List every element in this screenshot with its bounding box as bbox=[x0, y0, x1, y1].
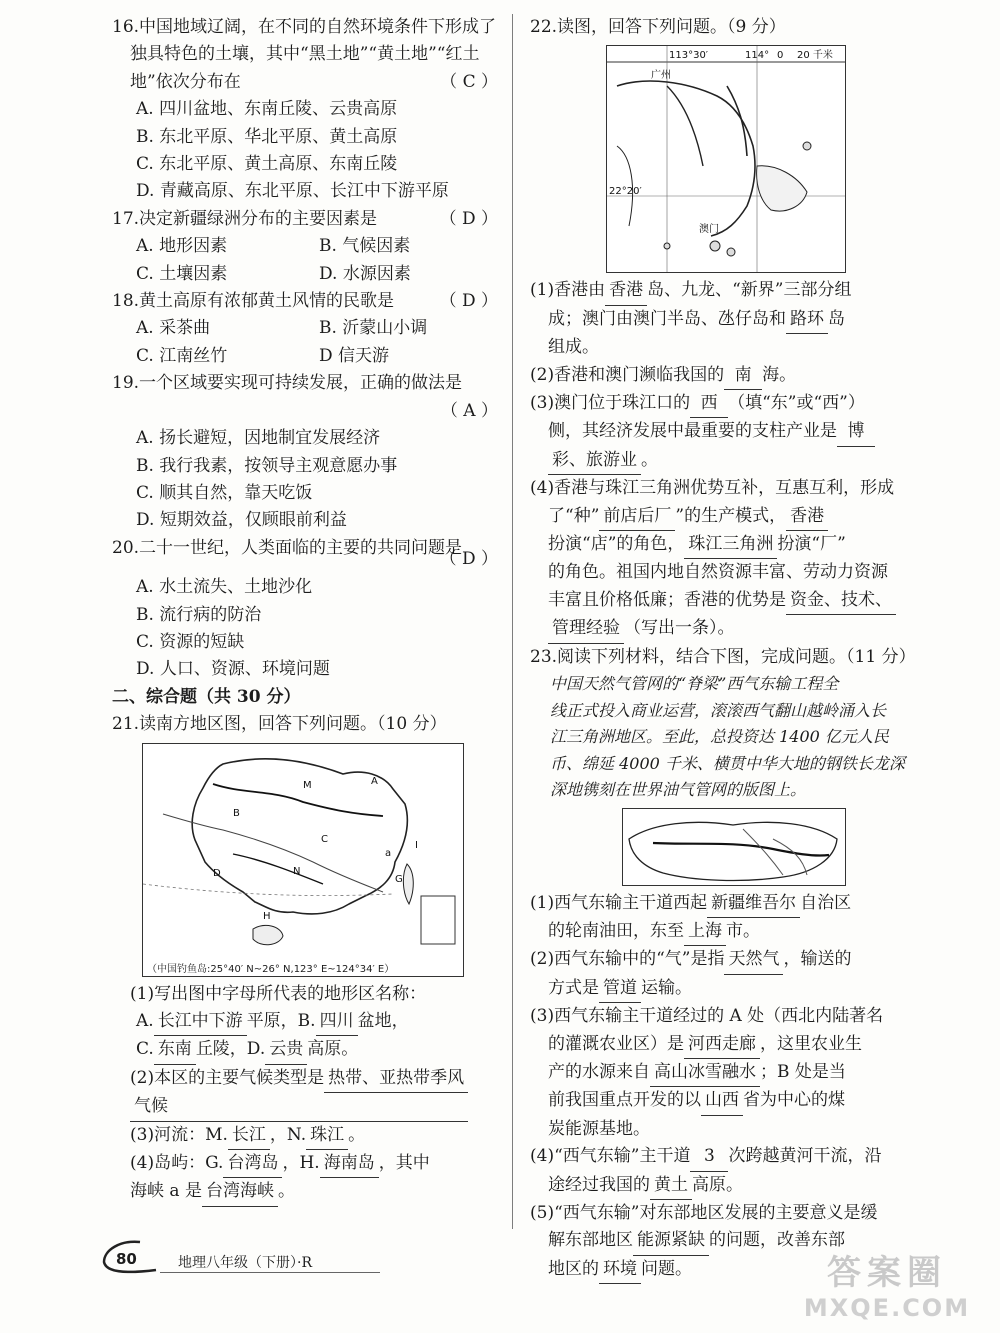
q23-sub2-line1 bbox=[530, 946, 940, 974]
q23-answer-corridor: 河西走廊 bbox=[684, 1031, 760, 1059]
map-label-g: G bbox=[395, 873, 403, 885]
q22-sub3-line1 bbox=[530, 390, 940, 418]
q23-answer-environment: 环境 bbox=[599, 1256, 641, 1284]
pipeline-map bbox=[622, 808, 846, 886]
q21-sub1-line-cd bbox=[112, 1036, 502, 1064]
q22-sub1-mid: 岛、九龙、“新界”三部分组 bbox=[647, 280, 852, 301]
q23-sub2-end: ，输送的 bbox=[783, 949, 852, 970]
q21-sub3-end: 。 bbox=[348, 1124, 366, 1145]
q22-sub4-line2 bbox=[530, 503, 940, 531]
q23-passage-3: 江三角洲地区。至此，总投资达 1400 亿元人民 bbox=[550, 727, 889, 747]
watermark-stamp bbox=[782, 1245, 992, 1325]
q21-sub2-line2 bbox=[112, 1093, 502, 1121]
q23-sub1-end: 自治区 bbox=[800, 892, 852, 913]
q22-answer-mode: 前店后厂 bbox=[599, 503, 675, 531]
q19-option-d: D. 短期效益，仅顾眼前利益 bbox=[136, 510, 347, 531]
q23-passage-5: 深地镌刻在世界油气管网的版图上。 bbox=[550, 780, 807, 800]
question-17 bbox=[112, 206, 502, 288]
page-footer bbox=[100, 1236, 390, 1276]
q22-sub3-line2 bbox=[530, 418, 940, 446]
q17-stem: 17.决定新疆绿洲分布的主要因素是 bbox=[112, 208, 378, 229]
q22-answer-industry-2: 彩、旅游业 bbox=[548, 447, 641, 475]
q22-sub1-line1 bbox=[530, 277, 940, 305]
q16-stem-1: 16.中国地域辽阔，在不同的自然环境条件下形成了 bbox=[112, 17, 497, 37]
q21-sub4-line2 bbox=[112, 1178, 502, 1206]
q21-answer-d: 云贵 bbox=[265, 1036, 307, 1064]
q21-b-suffix: 盆地， bbox=[357, 1010, 409, 1031]
q16-option-a: A. 四川盆地、东南丘陵、云贵高原 bbox=[136, 99, 398, 120]
q21-answer-climate: 热带、亚热带季风 bbox=[324, 1065, 468, 1093]
q17-option-d: D. 水源因素 bbox=[319, 263, 411, 284]
q23-sub3-pre4: 前我国重点开发的以 bbox=[548, 1090, 701, 1111]
q21-answer-g: 台湾岛 bbox=[223, 1150, 282, 1178]
q23-sub2-prompt2: 方式是 bbox=[548, 977, 599, 998]
q23-sub4-end: 次跨越黄河干流，沿 bbox=[728, 1146, 882, 1167]
q23-sub4-prompt2: 途经过我国的 bbox=[548, 1174, 650, 1195]
q22-answer-sea: 南 bbox=[724, 362, 762, 390]
south-china-sea-inset bbox=[421, 896, 455, 944]
q20-stem: 20.二十一世纪，人类面临的主要的共同问题是 bbox=[112, 537, 463, 558]
south-china-map bbox=[142, 743, 464, 977]
hk-macau-map-drawing bbox=[607, 46, 845, 272]
q22-sub4-pre3: 扮演“店”的角色， bbox=[548, 534, 685, 555]
q21-sub4-prompt: (4)岛屿：G. bbox=[130, 1153, 224, 1173]
q23-sub5-pre3: 地区的 bbox=[548, 1258, 599, 1279]
q20-answer: （ D ） bbox=[439, 549, 498, 570]
question-18 bbox=[112, 288, 502, 370]
q23-sub4-end2: 高原。 bbox=[692, 1174, 743, 1195]
question-19 bbox=[112, 370, 502, 534]
q21-stem: 21.读南方地区图，回答下列问题。（10 分） bbox=[112, 714, 447, 735]
pipeline-map-drawing bbox=[623, 809, 845, 885]
q23-sub2-end2: 运输。 bbox=[641, 977, 692, 998]
q23-sub3-line2 bbox=[530, 1031, 940, 1059]
map-label-guangzhou: 广州 bbox=[651, 70, 671, 82]
q23-answer-water-source: 高山冰雪融水 bbox=[650, 1059, 760, 1087]
q21-sub1-prompt: (1)写出图中字母所代表的地形区名称： bbox=[130, 983, 427, 1004]
q21-sub1-line-ab bbox=[112, 1008, 502, 1036]
q22-sub4-post3: 扮演“厂” bbox=[777, 534, 846, 555]
q22-answer-coloane: 路环 bbox=[786, 306, 828, 334]
q21-answer-c: 东南 bbox=[154, 1036, 196, 1064]
map-label-c: C bbox=[321, 833, 328, 845]
q22-sub4-line4: 的角色。祖国内地自然资源丰富、劳动力资源 bbox=[548, 562, 888, 583]
q22-sub1-prompt: (1)香港由 bbox=[530, 280, 606, 301]
footer-rule bbox=[160, 1272, 380, 1273]
q21-answer-strait: 台湾海峡 bbox=[202, 1178, 278, 1206]
q18-option-c: C. 江南丝竹 bbox=[136, 345, 228, 366]
q20-option-a: A. 水土流失、土地沙化 bbox=[136, 577, 313, 598]
q22-sub4-post6: （写出一条）。 bbox=[624, 618, 735, 639]
q21-sub3-mid: ，N. bbox=[269, 1124, 307, 1145]
q19-stem: 19.一个区域要实现可持续发展，正确的做法是 bbox=[112, 373, 463, 394]
map-scale-zero: 0 bbox=[777, 50, 784, 62]
q23-sub3-line1: (3)西气东输主干道经过的 A 处（西北内陆著名 bbox=[530, 1006, 884, 1027]
map-label-h: H bbox=[263, 910, 271, 922]
q21-answer-h: 海南岛 bbox=[320, 1150, 379, 1178]
q23-sub1-line2 bbox=[530, 918, 940, 946]
map-lon-1: 113°30′ bbox=[669, 50, 709, 62]
q17-option-a: A. 地形因素 bbox=[136, 236, 228, 257]
q22-sub1-prompt2: 成；澳门由澳门半岛、氹仔岛和 bbox=[548, 308, 786, 329]
q22-sub4-line5 bbox=[530, 587, 940, 615]
right-column bbox=[530, 14, 940, 1284]
q21-sub3-prompt: (3)河流：M. bbox=[130, 1124, 228, 1145]
q21-a-suffix: 平原，B. bbox=[246, 1010, 316, 1031]
q21-answer-climate-cont: 气候 bbox=[130, 1093, 468, 1121]
q22-answer-side: 西 bbox=[690, 390, 728, 418]
q23-sub1-prompt: (1)西气东输主干道西起 bbox=[530, 892, 708, 913]
q23-answer-west-start: 新疆维吾尔 bbox=[707, 890, 800, 918]
q22-sub3-prompt: (3)澳门位于珠江口的 bbox=[530, 393, 691, 414]
q22-sub1-line2 bbox=[530, 306, 940, 334]
q21-answer-n: 珠江 bbox=[306, 1122, 348, 1150]
q19-option-c: C. 顺其自然，靠天吃饭 bbox=[136, 482, 313, 503]
q21-sub4-mid: ，H. bbox=[282, 1153, 320, 1173]
map-scale-label: 20 千米 bbox=[797, 50, 833, 62]
q23-passage-2: 线正式投入商业运营，滚滚西气翻山越岭涌入长 bbox=[550, 700, 887, 720]
q23-sub4-line1 bbox=[530, 1143, 940, 1171]
q22-sub3-prompt2: 侧，其经济发展中最重要的支柱产业是 bbox=[548, 421, 837, 442]
q22-sub2-prompt: (2)香港和澳门濒临我国的 bbox=[530, 364, 725, 385]
q17-option-b: B. 气候因素 bbox=[319, 236, 411, 257]
q23-answer-crossings: 3 bbox=[690, 1143, 728, 1171]
q22-sub1-end2: 岛 bbox=[828, 308, 845, 329]
q21-sub2-line1 bbox=[112, 1065, 502, 1093]
map-label-a: A bbox=[371, 775, 378, 787]
q18-answer: （ D ） bbox=[439, 291, 498, 312]
q22-stem: 22.读图，回答下列问题。（9 分） bbox=[530, 17, 786, 37]
q18-option-b: B. 沂蒙山小调 bbox=[319, 318, 428, 339]
q21-a-prefix: A. bbox=[136, 1010, 154, 1031]
q21-answer-m: 长江 bbox=[228, 1122, 270, 1150]
map-label-strait-a: a bbox=[385, 847, 392, 859]
q22-sub2 bbox=[530, 362, 940, 390]
q23-sub3-line4 bbox=[530, 1087, 940, 1115]
q21-sub4-line1 bbox=[112, 1150, 502, 1178]
q22-sub4-line3 bbox=[530, 531, 940, 559]
q16-stem-2: 独具特色的土壤，其中“黑土地”“黄土地”“红土 bbox=[130, 44, 480, 65]
q21-c-prefix: C. bbox=[136, 1039, 154, 1060]
q18-option-a: A. 采茶曲 bbox=[136, 318, 211, 339]
q23-sub3-pre2: 的灌溉农业区）是 bbox=[548, 1033, 684, 1054]
q23-sub1-prompt2: 的轮南油田，东至 bbox=[548, 921, 684, 941]
q21-sub4-prompt2: 海峡 a 是 bbox=[130, 1181, 202, 1202]
q22-sub4-mid2: ”的生产模式， bbox=[675, 505, 787, 526]
q23-answer-energy: 能源紧缺 bbox=[633, 1227, 709, 1255]
q21-answer-b: 四川 bbox=[316, 1008, 358, 1036]
q21-map-caption: （中国钓鱼岛:25°40′ N~26° N,123° E~124°34′ E） bbox=[147, 963, 395, 975]
map-label-d: D bbox=[213, 867, 221, 879]
watermark-url: MXQE.COM bbox=[803, 1294, 971, 1322]
q16-option-c: C. 东北平原、黄土高原、东南丘陵 bbox=[136, 154, 398, 175]
q22-sub4-line6 bbox=[530, 615, 940, 643]
page-number: 80 bbox=[116, 1250, 137, 1268]
q23-sub3-post2: ，这里农业生 bbox=[760, 1033, 862, 1054]
question-20 bbox=[112, 535, 502, 684]
q23-sub5-line1: (5)“西气东输”对东部地区发展的主要意义是缓 bbox=[530, 1203, 878, 1224]
q22-sub3-mid: （填“东”或“西”） bbox=[728, 393, 865, 414]
question-16 bbox=[112, 14, 502, 206]
q23-sub2-line2 bbox=[530, 975, 940, 1003]
map-label-n: N bbox=[293, 865, 301, 877]
q16-answer: （ C ） bbox=[440, 71, 498, 92]
q23-passage-4: 币、绵延 4000 千米、横贯中华大地的钢铁长龙深 bbox=[550, 753, 905, 773]
q21-c-suffix: 丘陵，D. bbox=[195, 1039, 266, 1060]
q20-option-c: C. 资源的短缺 bbox=[136, 631, 245, 652]
q23-sub5-post3: 问题。 bbox=[641, 1258, 692, 1279]
q22-answer-advantage-1: 资金、技术、 bbox=[786, 587, 896, 615]
watermark-logo: 答案圈 bbox=[827, 1253, 947, 1293]
q23-answer-province: 山西 bbox=[701, 1087, 743, 1115]
q22-sub4-pre5: 丰富且价格低廉；香港的优势是 bbox=[548, 589, 786, 610]
q22-answer-advantage-2: 管理经验 bbox=[548, 615, 624, 643]
q17-answer: （ D ） bbox=[439, 208, 498, 229]
question-23 bbox=[530, 644, 940, 1285]
q23-answer-transport: 管道 bbox=[599, 975, 641, 1003]
hk-macau-map bbox=[606, 45, 846, 273]
q21-sub4-end2: 。 bbox=[277, 1181, 295, 1202]
q21-sub3 bbox=[112, 1122, 502, 1150]
q16-option-b: B. 东北平原、华北平原、黄土高原 bbox=[136, 126, 398, 147]
q17-option-c: C. 土壤因素 bbox=[136, 263, 228, 284]
q23-sub2-prompt: (2)西气东输中的“气”是指 bbox=[530, 949, 725, 970]
q23-sub3-line3 bbox=[530, 1059, 940, 1087]
q23-sub3-post3: ；B 处是当 bbox=[760, 1062, 846, 1083]
column-divider bbox=[512, 14, 513, 1229]
q23-sub5-post2: 的问题，改善东部 bbox=[709, 1230, 845, 1251]
q19-option-a: A. 扬长避短，因地制宜发展经济 bbox=[136, 428, 381, 449]
q22-answer-store: 香港 bbox=[786, 503, 828, 531]
q21-d-suffix: 高原。 bbox=[307, 1039, 359, 1060]
q23-sub3-line5: 炭能源基地。 bbox=[548, 1118, 650, 1139]
q20-option-d: D. 人口、资源、环境问题 bbox=[136, 659, 330, 680]
map-label-m: M bbox=[303, 779, 312, 791]
q16-option-d: D. 青藏高原、东北平原、长江中下游平原 bbox=[136, 181, 449, 202]
q18-option-d: D 信天游 bbox=[319, 345, 390, 366]
q21-answer-a: 长江中下游 bbox=[154, 1008, 247, 1036]
left-column bbox=[112, 14, 502, 1207]
q19-option-b: B. 我行我素，按领导主观意愿办事 bbox=[136, 455, 398, 476]
q21-sub2-prompt: (2)本区的主要气候类型是 bbox=[130, 1067, 325, 1088]
q22-sub1-line3: 组成。 bbox=[548, 337, 599, 358]
q23-sub3-post4: 省为中心的煤 bbox=[743, 1090, 845, 1111]
q21-sub4-end: ，其中 bbox=[378, 1153, 430, 1173]
q22-answer-hk-island: 香港 bbox=[605, 277, 647, 305]
q18-stem: 18.黄土高原有浓郁黄土风情的民歌是 bbox=[112, 291, 395, 312]
q22-sub3-line3 bbox=[530, 447, 940, 475]
q16-stem-3: 地”依次分布在 bbox=[130, 71, 241, 92]
q23-sub1-end2: 市。 bbox=[726, 921, 760, 941]
map-lon-2: 114° bbox=[745, 50, 770, 62]
footer-title: 地理八年级（下册）·R bbox=[178, 1255, 312, 1271]
south-china-map-drawing bbox=[143, 744, 463, 954]
section-heading-2: 二、综合题（共 30 分） bbox=[112, 686, 301, 707]
q22-sub4-pre2: 了“种” bbox=[548, 505, 600, 526]
map-label-macau: 澳门 bbox=[699, 224, 719, 236]
question-21 bbox=[112, 711, 502, 1207]
map-lat: 22°20′ bbox=[609, 186, 642, 198]
q19-answer: （ A ） bbox=[440, 400, 498, 421]
map-label-b: B bbox=[233, 807, 240, 819]
q23-sub5-pre2: 解东部地区 bbox=[548, 1230, 633, 1251]
q23-answer-east-end: 上海 bbox=[684, 918, 726, 946]
q23-sub3-pre3: 产的水源来自 bbox=[548, 1062, 650, 1083]
q20-option-b: B. 流行病的防治 bbox=[136, 604, 262, 625]
q22-sub4-line1: (4)香港与珠江三角洲优势互补，互惠互利，形成 bbox=[530, 478, 895, 499]
map-label-i: I bbox=[415, 839, 418, 851]
q23-sub4-line2 bbox=[530, 1172, 940, 1200]
q23-sub4-prompt: (4)“西气东输”主干道 bbox=[530, 1146, 691, 1167]
q23-stem: 23.阅读下列材料，结合下图，完成问题。（11 分） bbox=[530, 646, 916, 667]
question-22 bbox=[530, 14, 940, 644]
q23-answer-gas: 天然气 bbox=[724, 946, 783, 974]
q23-sub1-line1 bbox=[530, 890, 940, 918]
q22-sub2-end: 海。 bbox=[762, 364, 797, 385]
q22-sub3-end: 。 bbox=[641, 449, 658, 470]
q22-answer-factory: 珠江三角洲 bbox=[684, 531, 777, 559]
q22-answer-industry-1: 博 bbox=[837, 418, 875, 446]
q23-passage-1: 中国天然气管网的“脊梁”西气东输工程全 bbox=[550, 674, 839, 694]
q23-answer-plateau: 黄土 bbox=[650, 1172, 692, 1200]
